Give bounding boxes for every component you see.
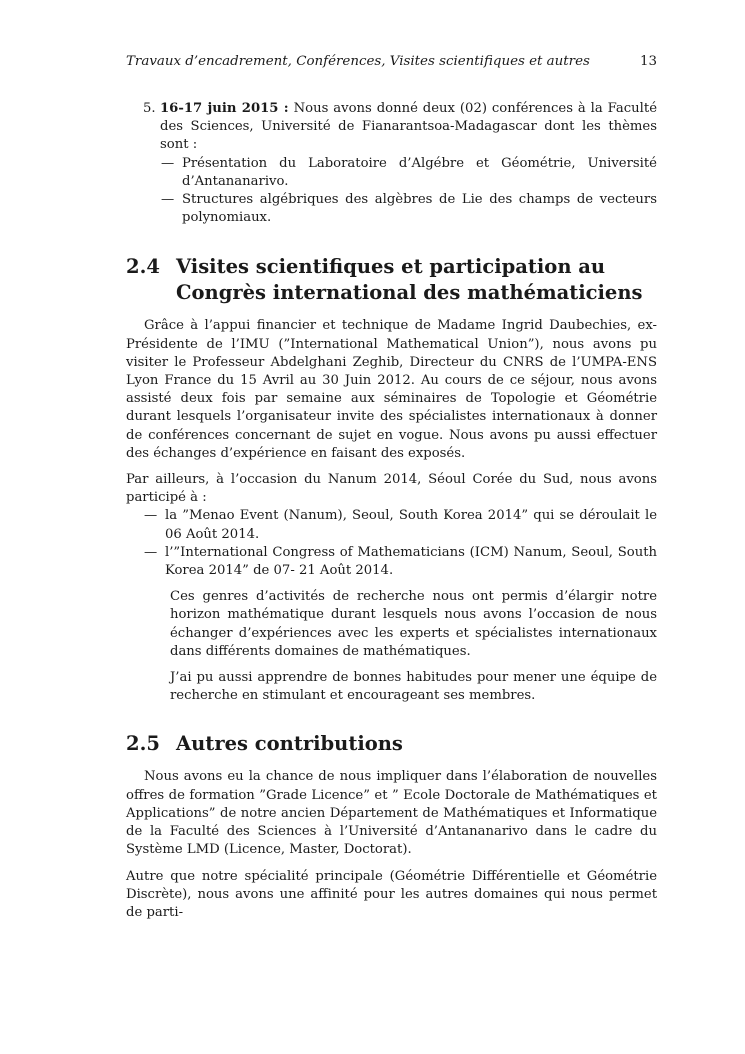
list-item xyxy=(143,544,657,580)
section-title: Autres contributions xyxy=(176,732,403,756)
list-item xyxy=(160,155,657,191)
section-2-5-body xyxy=(126,768,657,922)
running-header xyxy=(126,52,657,72)
dash-marker: — xyxy=(161,192,175,208)
list-item xyxy=(143,507,657,543)
item-text: Nous avons donné deux (02) conférences à la Faculté des Sciences, Université de Fianarantsoa-Madagascar dont les thèmes sont : xyxy=(160,101,657,153)
page xyxy=(126,52,657,922)
item-number: 5. xyxy=(143,101,156,116)
paragraph: Par ailleurs, à l’occasion du Nanum 2014, Séoul Corée du Sud, nous avons participé à : xyxy=(126,472,657,506)
bullet-text: Présentation du Laboratoire d’Algébre et Géométrie, Université d’Antananarivo. xyxy=(182,155,657,189)
section-heading-2-4 xyxy=(126,254,657,306)
paragraph: Autre que notre spécialité principale (Géométrie Différentielle et Géométrie Discrète), nous avons une affinité pour les autres domaines qui nous permet de parti- xyxy=(126,868,657,920)
page-number: 13 xyxy=(639,54,657,69)
indented-paragraph: J’ai pu aussi apprendre de bonnes habitudes pour mener une équipe de recherche en stimulant et encourageant ses membres. xyxy=(170,670,657,704)
bullet-text: l’”International Congress of Mathematicians (ICM) Nanum, Seoul, South Korea 2014” de 07- 21 Août 2014. xyxy=(165,544,657,579)
item-date: 16-17 juin 2015 : xyxy=(160,101,289,116)
section-2-4-bullet-list xyxy=(126,507,657,580)
dash-marker: — xyxy=(144,508,158,524)
dash-marker: — xyxy=(144,544,158,560)
header-title: Travaux d’encadrement, Conférences, Visites scientifiques et autres xyxy=(126,54,590,69)
list-item xyxy=(160,191,657,227)
paragraph: Nous avons eu la chance de nous impliquer dans l’élaboration de nouvelles offres de formation ”Grade Licence” et ” Ecole Doctorale de Mathématiques et Applications” de notre ancien Département de Mathématiques et Informatique de la Faculté des Sciences à l’Université d’Antananarivo dans le cadre du Système LMD (Licence, Master, Doctorat). xyxy=(126,769,657,858)
section-number: 2.5 xyxy=(126,732,160,756)
section-2-4-body xyxy=(126,317,657,705)
section-number: 2.4 xyxy=(126,255,160,279)
section-heading-2-5 xyxy=(126,731,657,757)
list-item-5 xyxy=(126,100,657,227)
dash-marker: — xyxy=(161,155,175,171)
item5-bullet-list xyxy=(160,155,657,228)
bullet-text: Structures algébriques des algèbres de Lie des champs de vecteurs polynomiaux. xyxy=(182,192,657,226)
section-title: Visites scientifiques et participation au Congrès international des mathématiciens xyxy=(176,255,643,305)
paragraph: Grâce à l’appui financier et technique de Madame Ingrid Daubechies, ex-Présidente de l’IMU (”International Mathematical Union”), nous avons pu visiter le Professeur Abdelghani Zeghib, Directeur du CNRS de l’UMPA-ENS Lyon France du 15 Avril au 30 Juin 2012. Au cours de ce séjour, nous avons assisté deux fois par semaine aux séminaires de Topologie et Géométrie durant lesquels l’organisateur invite des spécialistes internationaux à donner de conférences concernant de sujet en vogue. Nous avons pu aussi effectuer des échanges d’expérience en faisant des exposés. xyxy=(126,318,657,461)
bullet-text: la ”Menao Event (Nanum), Seoul, South Korea 2014” qui se déroulait le 06 Août 2014. xyxy=(165,508,657,542)
indented-paragraph: Ces genres d’activités de recherche nous ont permis d’élargir notre horizon mathématique durant lesquels nous avons l’occasion de nous échanger d’expériences avec les experts et spécialistes internationaux dans différents domaines de mathématiques. xyxy=(170,589,657,659)
